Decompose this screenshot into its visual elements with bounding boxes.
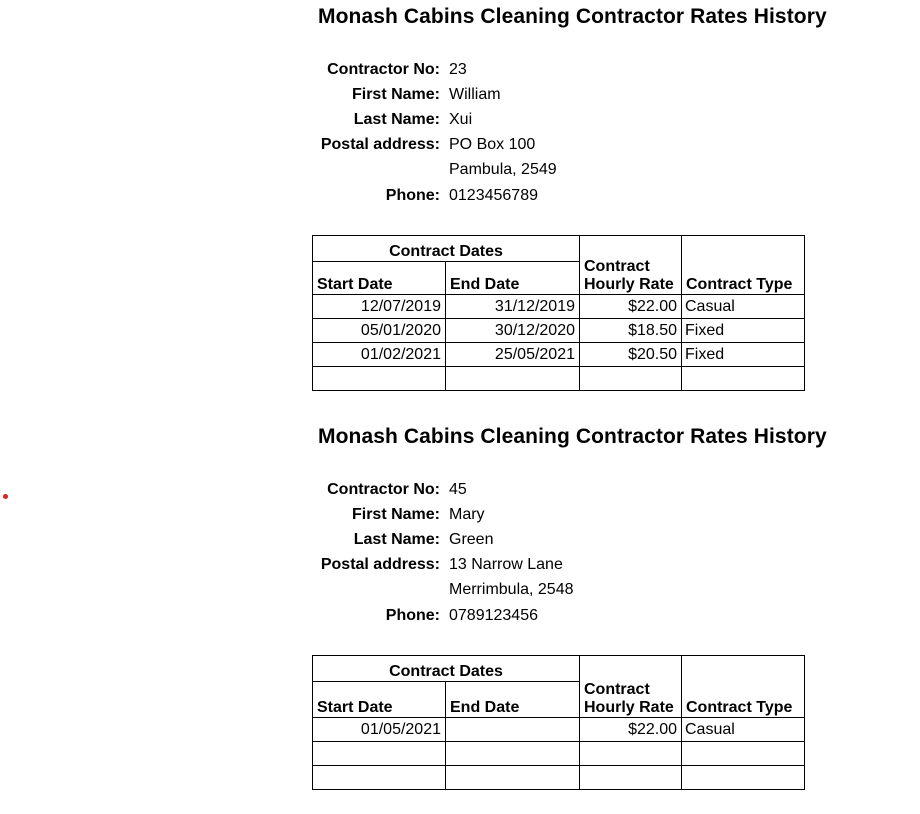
end-date-header: End Date (446, 682, 580, 718)
phone-label: Phone: (385, 607, 440, 624)
rate-cell: $20.50 (580, 343, 682, 367)
report-title: Monash Cabins Cleaning Contractor Rates History (318, 5, 827, 28)
type-cell (682, 742, 805, 766)
rate-cell: $22.00 (580, 718, 682, 742)
table-row (313, 343, 805, 367)
type-cell (682, 367, 805, 391)
start-date-cell (313, 742, 446, 766)
postal-address-label: Postal address: (320, 556, 440, 573)
header-row-1 (313, 236, 805, 262)
end-date-cell: 25/05/2021 (446, 343, 580, 367)
last-name-label: Last Name: (353, 111, 440, 128)
last-name-label: Last Name: (353, 531, 440, 548)
rate-header-line-2: Hourly Rate (584, 276, 674, 293)
address-line-2: Pambula, 2549 (449, 161, 557, 178)
last-name-row (0, 531, 920, 556)
phone-label: Phone: (385, 187, 440, 204)
end-date-cell (446, 742, 580, 766)
type-cell: Fixed (682, 319, 805, 343)
contractor-no-row (0, 61, 920, 86)
phone-value: 0789123456 (449, 607, 538, 624)
postal-address-row (0, 556, 920, 581)
contract-type-header: Contract Type (682, 656, 805, 718)
end-date-cell (446, 367, 580, 391)
rate-header-line-2: Hourly Rate (584, 699, 674, 716)
rate-cell: $18.50 (580, 319, 682, 343)
contractor-no-value: 45 (449, 481, 467, 498)
start-date-cell: 05/01/2020 (313, 319, 446, 343)
type-cell: Fixed (682, 343, 805, 367)
type-cell: Casual (682, 718, 805, 742)
table-row (313, 295, 805, 319)
rate-header (580, 656, 682, 718)
address-line-2: Merrimbula, 2548 (449, 581, 574, 598)
contractor-no-value: 23 (449, 61, 467, 78)
end-date-cell (446, 718, 580, 742)
start-date-cell: 01/05/2021 (313, 718, 446, 742)
end-date-cell: 31/12/2019 (446, 295, 580, 319)
contractor-no-label: Contractor No: (327, 481, 440, 498)
postal-address-label: Postal address: (320, 136, 440, 153)
table-row (313, 742, 805, 766)
report-title: Monash Cabins Cleaning Contractor Rates History (318, 425, 827, 448)
start-date-cell: 01/02/2021 (313, 343, 446, 367)
header-row-1 (313, 656, 805, 682)
start-date-cell: 12/07/2019 (313, 295, 446, 319)
start-date-header: Start Date (313, 682, 446, 718)
rates-table (312, 235, 805, 391)
rates-table (312, 655, 805, 790)
start-date-cell (313, 367, 446, 391)
rate-cell (580, 766, 682, 790)
start-date-cell (313, 766, 446, 790)
rate-cell (580, 367, 682, 391)
postal-address-row (0, 136, 920, 161)
table-row (313, 718, 805, 742)
postal-address-row-2 (0, 161, 920, 186)
phone-row (0, 607, 920, 632)
first-name-label: First Name: (351, 506, 440, 523)
start-date-header: Start Date (313, 262, 446, 295)
type-cell (682, 766, 805, 790)
phone-value: 0123456789 (449, 187, 538, 204)
first-name-label: First Name: (351, 86, 440, 103)
table-row (313, 367, 805, 391)
contract-type-header: Contract Type (682, 236, 805, 295)
rate-cell: $22.00 (580, 295, 682, 319)
red-dot-marker (3, 494, 8, 499)
address-line-1: 13 Narrow Lane (449, 556, 563, 573)
first-name-value: William (449, 86, 501, 103)
rate-header (580, 236, 682, 295)
contractor-no-row (0, 481, 920, 506)
first-name-row (0, 86, 920, 111)
end-date-cell: 30/12/2020 (446, 319, 580, 343)
rate-header-line-1: Contract (584, 681, 650, 698)
contract-dates-header: Contract Dates (313, 236, 580, 262)
rate-header-line-1: Contract (584, 258, 650, 275)
contractor-no-label: Contractor No: (327, 61, 440, 78)
table-row (313, 319, 805, 343)
first-name-row (0, 506, 920, 531)
end-date-cell (446, 766, 580, 790)
contract-dates-header: Contract Dates (313, 656, 580, 682)
first-name-value: Mary (449, 506, 485, 523)
end-date-header: End Date (446, 262, 580, 295)
address-line-1: PO Box 100 (449, 136, 536, 153)
last-name-row (0, 111, 920, 136)
last-name-value: Xui (449, 111, 473, 128)
table-row (313, 766, 805, 790)
phone-row (0, 187, 920, 212)
postal-address-row-2 (0, 581, 920, 606)
last-name-value: Green (449, 531, 494, 548)
type-cell: Casual (682, 295, 805, 319)
rate-cell (580, 742, 682, 766)
